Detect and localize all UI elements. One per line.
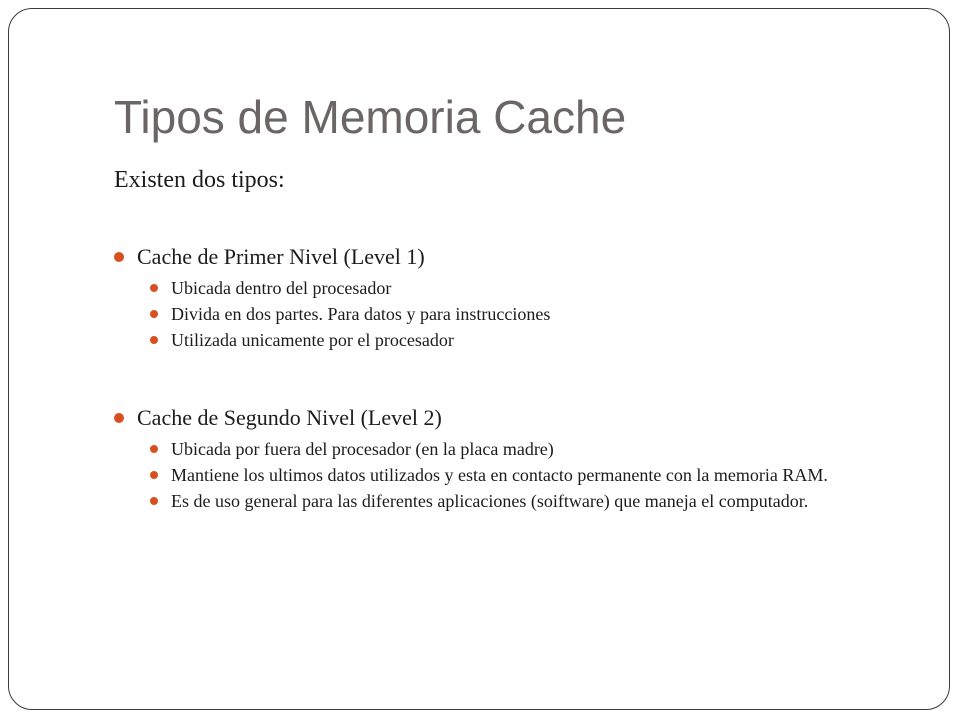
list-item-text: Utilizada unicamente por el procesador (171, 330, 454, 350)
slide-frame (8, 8, 950, 710)
bullet-icon (150, 336, 158, 344)
bullet-icon (150, 284, 158, 292)
list-item-text: Es de uso general para las diferentes aplicaciones (soiftware) que maneja el computador. (171, 491, 809, 511)
list-item (114, 490, 901, 512)
list-item (114, 464, 901, 486)
list-item-text: Divida en dos partes. Para datos y para instrucciones (171, 304, 551, 324)
section-heading-level-1 (114, 242, 914, 272)
list-item (114, 277, 901, 299)
intro-text: Existen dos tipos: (114, 167, 285, 193)
section-heading-text: Cache de Segundo Nivel (Level 2) (137, 405, 442, 430)
list-item (114, 303, 901, 325)
section-items-wrapper (114, 277, 914, 351)
bullet-icon (150, 497, 158, 505)
list-item (114, 438, 901, 460)
list-item (114, 329, 901, 351)
bullet-icon (150, 310, 158, 318)
slide-title: Tipos de Memoria Cache (114, 91, 627, 143)
section-heading-text: Cache de Primer Nivel (Level 1) (137, 244, 425, 269)
bullet-icon (114, 252, 124, 262)
section-heading-level-2 (114, 403, 914, 433)
bullet-icon (150, 445, 158, 453)
bullet-icon (150, 471, 158, 479)
list-item-text: Ubicada dentro del procesador (171, 278, 392, 298)
list-item-text: Ubicada por fuera del procesador (en la placa madre) (171, 439, 554, 459)
sub-list-level-1 (114, 277, 914, 351)
section-level-1 (114, 242, 914, 355)
bullet-icon (114, 413, 124, 423)
sub-list-level-2 (114, 438, 914, 512)
section-items-wrapper (114, 438, 914, 512)
list-item-text: Mantiene los ultimos datos utilizados y esta en contacto permanente con la memoria RAM. (171, 465, 828, 485)
section-level-2 (114, 403, 914, 516)
